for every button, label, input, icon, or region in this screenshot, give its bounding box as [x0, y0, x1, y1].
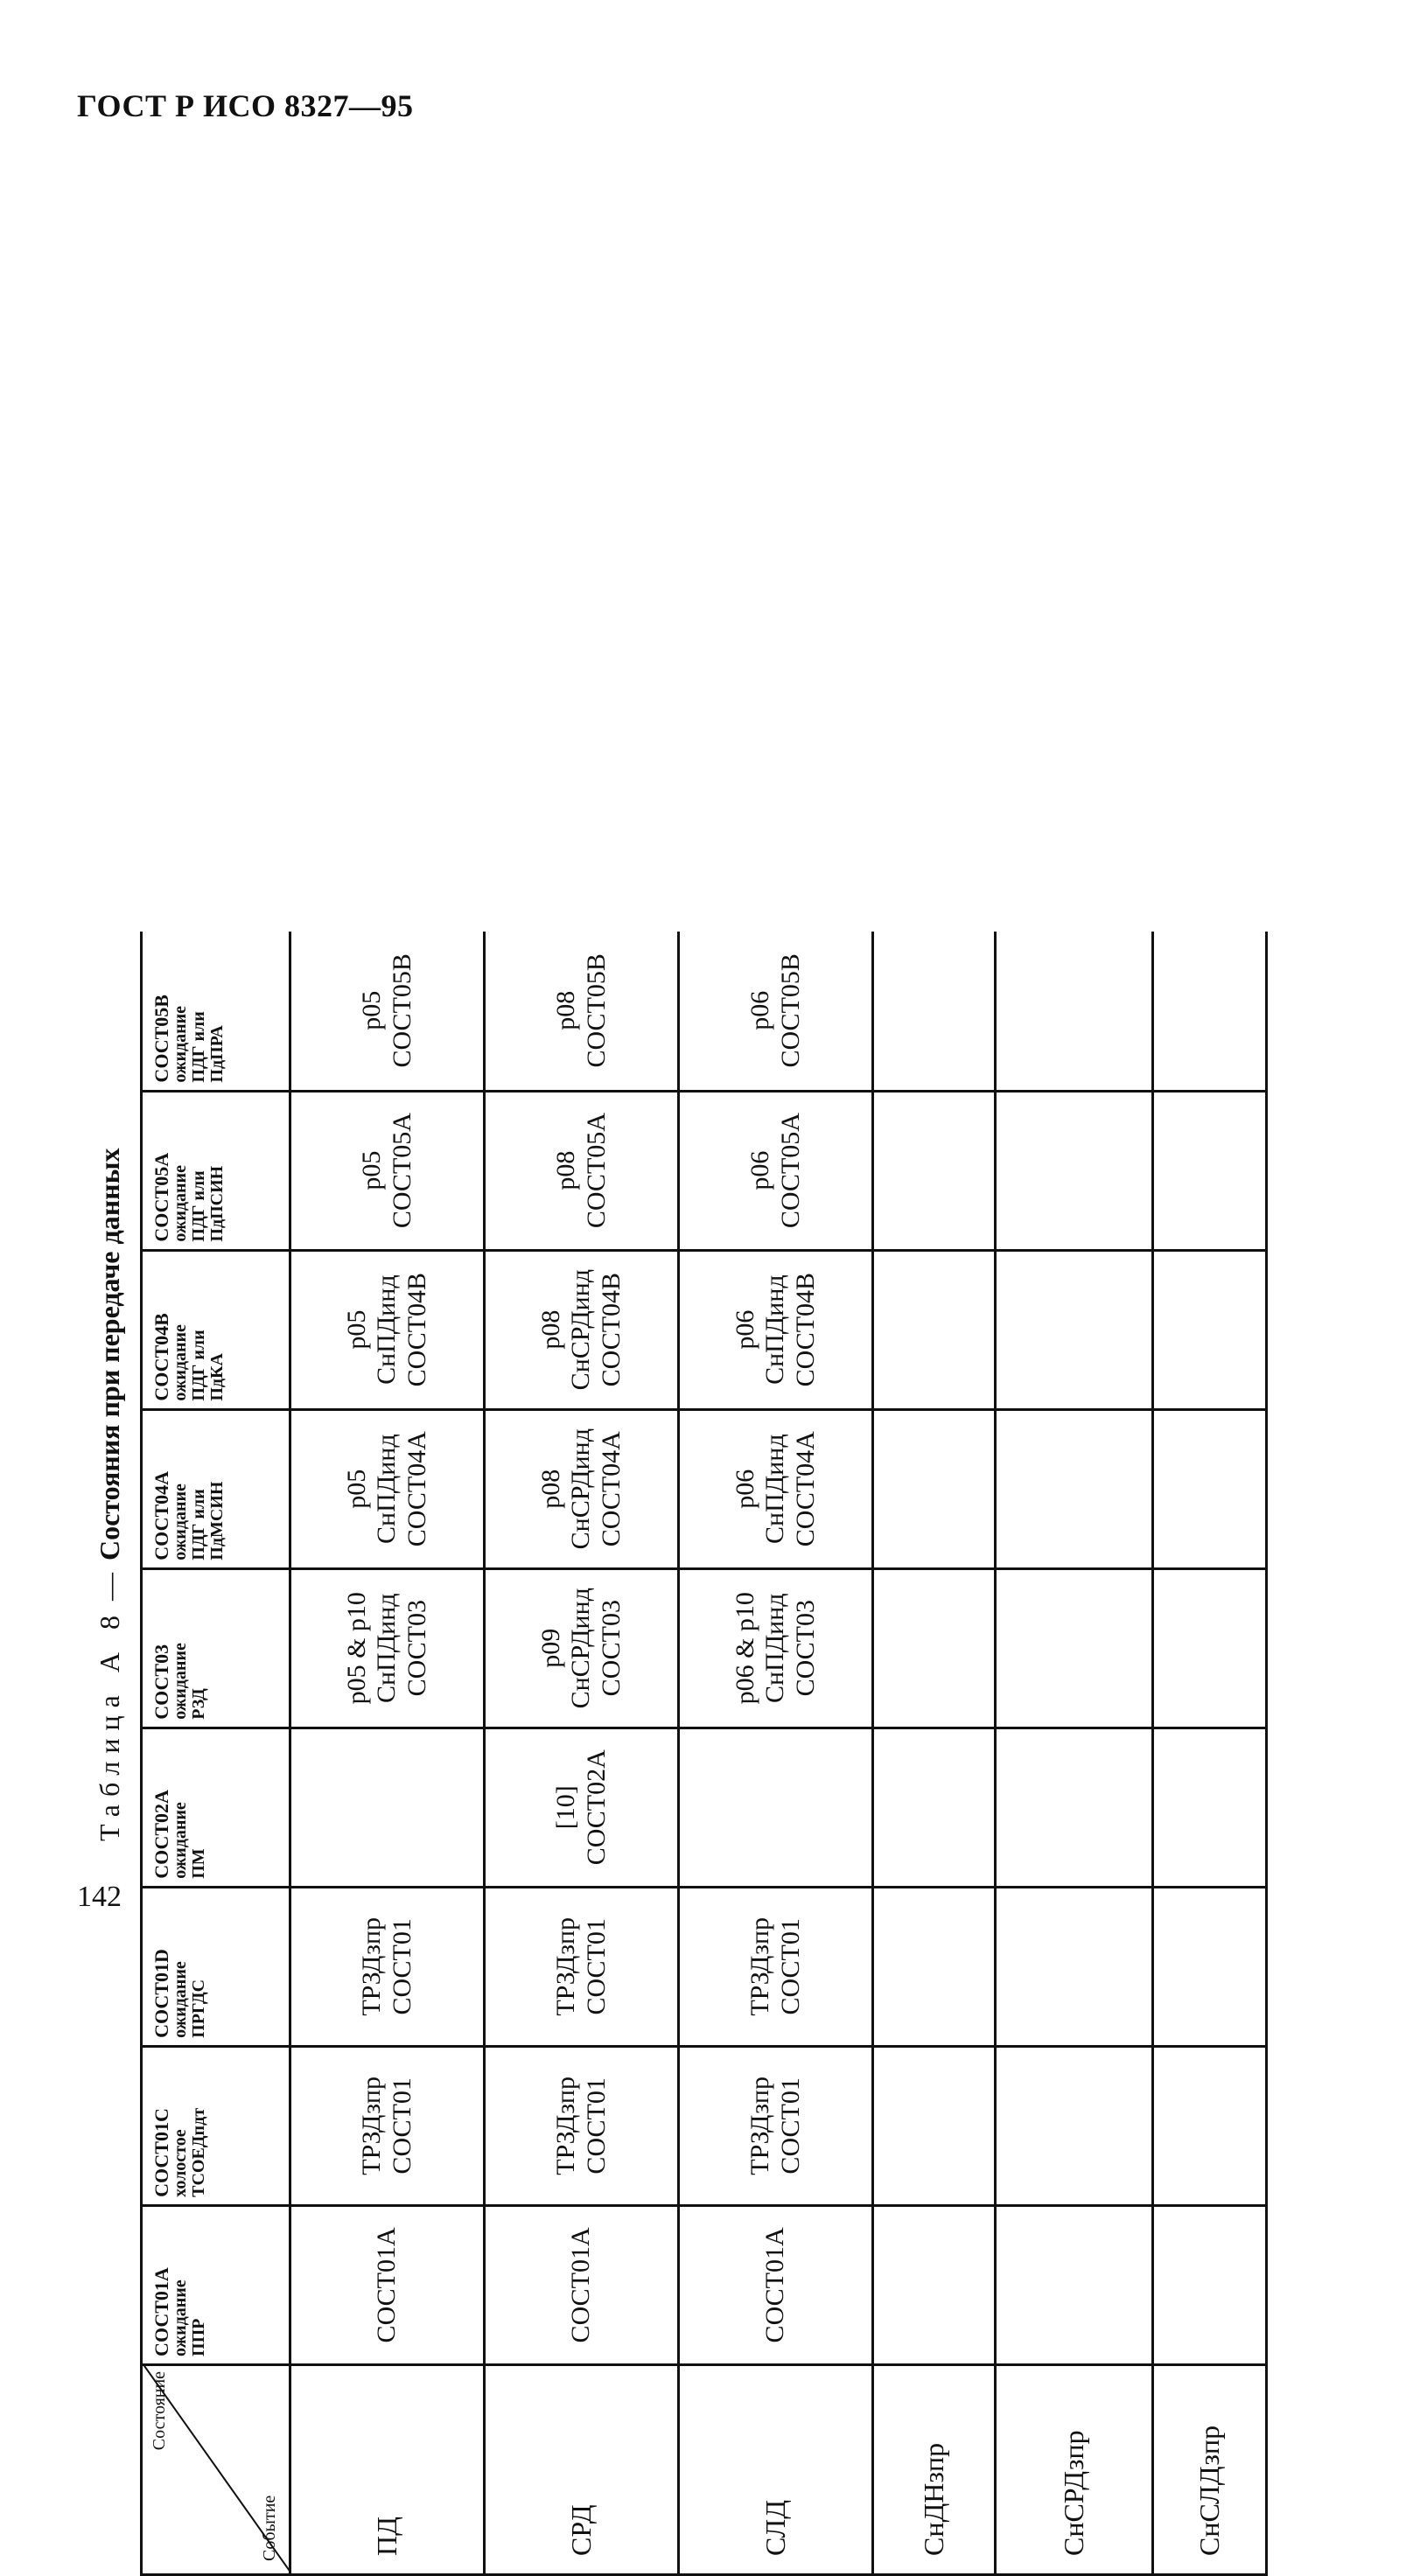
- column-state-description: РЗД: [189, 1688, 209, 1720]
- table-cell: [873, 1250, 996, 1409]
- column-header: [142, 2205, 290, 2364]
- table-header-row: [142, 932, 290, 2575]
- cell-line: p06: [730, 1309, 759, 1350]
- cell-line: СОСТ01А: [760, 2227, 790, 2343]
- table-cell: [485, 932, 679, 1091]
- cell-line: СОСТ05В: [775, 953, 805, 1068]
- table-cell: [485, 1250, 679, 1409]
- table-row: [290, 932, 485, 2575]
- table-row: [1153, 932, 1267, 2575]
- cell-line: СОСТ04В: [596, 1272, 626, 1387]
- table-cell: [290, 1409, 485, 1568]
- column-state-description: ожидание: [171, 1643, 191, 1720]
- table-cell: [679, 1728, 873, 1887]
- cell-line: СнПДинд: [372, 1434, 402, 1544]
- column-state-description: ПДГ или: [189, 1330, 209, 1401]
- table-cell: [1153, 1091, 1267, 1250]
- cell-line: СОСТ01: [581, 2077, 611, 2175]
- table-cell: [290, 1887, 485, 2046]
- table-cell: [1153, 932, 1267, 1091]
- table-cell: [996, 1728, 1153, 1887]
- table-row: [996, 932, 1153, 2575]
- table-caption-title: Состояния при передаче данных: [93, 1148, 125, 1561]
- cell-line: СОСТ03: [596, 1600, 626, 1697]
- corner-event-label: Событие: [260, 2495, 279, 2561]
- column-state-description: ожидание: [171, 1961, 191, 2038]
- cell-line: СОСТ01А: [566, 2227, 596, 2343]
- column-header: [142, 2046, 290, 2205]
- table-cell: [485, 1568, 679, 1728]
- table-row: [873, 932, 996, 2575]
- column-state-description: ПдПРА: [207, 1025, 227, 1083]
- column-state-description: холостое: [171, 2129, 191, 2197]
- cell-line: p08: [551, 990, 580, 1030]
- table-cell: [1153, 1568, 1267, 1728]
- table-cell: [1153, 1250, 1267, 1409]
- cell-line: p06 & p10: [730, 1592, 759, 1705]
- table-cell: [485, 1409, 679, 1568]
- cell-line: СОСТ04А: [790, 1431, 820, 1547]
- table-row: [485, 932, 679, 2575]
- column-state-description: ожидание: [171, 2279, 191, 2356]
- cell-line: p05 & p10: [341, 1592, 371, 1705]
- column-header: [142, 1887, 290, 2046]
- cell-line: ТРЗДзпр: [551, 1916, 580, 2016]
- cell-line: ТРЗДзпр: [357, 2077, 386, 2175]
- cell-line: p06: [730, 1469, 759, 1509]
- column-state-code: СОСТ01С: [150, 2108, 172, 2197]
- cell-line: СОСТ05А: [581, 1113, 611, 1229]
- table-cell: [290, 1568, 485, 1728]
- column-state-description: ППР: [189, 2318, 209, 2356]
- cell-line: p05: [357, 1150, 386, 1190]
- table-cell: [290, 2205, 485, 2364]
- column-state-description: ПДГ или: [189, 1011, 209, 1083]
- table-cell: [290, 1728, 485, 1887]
- column-header: [142, 1409, 290, 1568]
- column-header: [142, 1728, 290, 1887]
- cell-line: СОСТ05А: [387, 1113, 416, 1229]
- table-cell: [873, 1091, 996, 1250]
- table-cell: [996, 2205, 1153, 2364]
- corner-cell: [142, 2364, 290, 2574]
- column-state-code: СОСТ04А: [150, 1470, 172, 1560]
- table-cell: [996, 2046, 1153, 2205]
- table-cell: [996, 1409, 1153, 1568]
- table-cell: [485, 1091, 679, 1250]
- column-state-description: ожидание: [171, 1005, 191, 1083]
- row-event-label: СЛД: [679, 2364, 873, 2574]
- table-cell: [679, 1250, 873, 1409]
- table-cell: [679, 1887, 873, 2046]
- cell-line: СОСТ03: [402, 1600, 431, 1697]
- table-cell: [679, 2046, 873, 2205]
- cell-line: p06: [745, 1150, 774, 1190]
- table-cell: [873, 1568, 996, 1728]
- cell-line: p08: [535, 1309, 565, 1350]
- table-cell: [873, 1887, 996, 2046]
- column-header: [142, 1568, 290, 1728]
- cell-line: СнПДинд: [372, 1274, 402, 1385]
- column-state-description: ожидание: [171, 1324, 191, 1401]
- table-row: [679, 932, 873, 2575]
- table-cell: [679, 932, 873, 1091]
- cell-line: СнСРДинд: [566, 1268, 596, 1391]
- table-caption-label: Таблица А 8: [93, 1608, 125, 1841]
- cell-line: СОСТ04А: [402, 1431, 431, 1547]
- table-cell: [1153, 1409, 1267, 1568]
- cell-line: СОСТ02А: [581, 1749, 611, 1866]
- column-state-code: СОСТ04В: [150, 1313, 172, 1401]
- cell-line: p08: [551, 1150, 580, 1190]
- table-cell: [485, 2046, 679, 2205]
- column-state-code: СОСТ05В: [150, 995, 172, 1083]
- cell-line: СнСРДинд: [566, 1588, 596, 1709]
- table-cell: [996, 1091, 1153, 1250]
- table-cell: [1153, 2205, 1267, 2364]
- cell-line: СОСТ01: [581, 1918, 611, 2015]
- column-state-code: СОСТ03: [150, 1644, 172, 1720]
- cell-line: p05: [341, 1469, 371, 1509]
- column-state-description: ПдПСИН: [207, 1165, 227, 1242]
- column-header: [142, 1091, 290, 1250]
- cell-line: СнПДинд: [372, 1593, 402, 1704]
- cell-line: СОСТ03: [790, 1600, 820, 1697]
- table-cell: [873, 1409, 996, 1568]
- corner-state-label: Состояние: [150, 2370, 169, 2451]
- table-cell: [485, 1728, 679, 1887]
- cell-line: СОСТ01: [387, 1918, 416, 2015]
- table-cell: [290, 932, 485, 1091]
- table-cell: [873, 932, 996, 1091]
- table-cell: [290, 2046, 485, 2205]
- table-cell: [1153, 1728, 1267, 1887]
- table-caption: [83, 512, 136, 1841]
- cell-line: СОСТ04В: [402, 1272, 431, 1387]
- column-state-description: ПДГ или: [189, 1489, 209, 1560]
- row-event-label: СнСЛДзпр: [1153, 2364, 1267, 2574]
- column-state-description: ТСОЕДпдт: [189, 2107, 209, 2197]
- cell-line: СОСТ05В: [581, 953, 611, 1068]
- column-state-code: СОСТ05А: [150, 1152, 172, 1242]
- column-state-description: ПДГ или: [189, 1170, 209, 1242]
- column-state-description: ожидание: [171, 1483, 191, 1560]
- table-cell: [873, 2205, 996, 2364]
- cell-line: СнПДинд: [760, 1434, 790, 1544]
- table-cell: [290, 1091, 485, 1250]
- column-state-code: СОСТ02А: [150, 1790, 172, 1879]
- table-cell: [996, 932, 1153, 1091]
- cell-line: [10]: [551, 1785, 580, 1830]
- cell-line: СОСТ05А: [775, 1113, 805, 1229]
- column-state-description: ПМ: [189, 1848, 209, 1879]
- table-cell: [1153, 2046, 1267, 2205]
- column-header: [142, 1250, 290, 1409]
- table-cell: [873, 2046, 996, 2205]
- cell-line: p09: [535, 1628, 565, 1668]
- table-cell: [679, 1409, 873, 1568]
- state-table: [140, 932, 1268, 2576]
- table-cell: [679, 2205, 873, 2364]
- cell-line: p06: [745, 990, 774, 1030]
- cell-line: СнПДинд: [760, 1274, 790, 1385]
- column-header: [142, 932, 290, 1091]
- table-cell: [679, 1091, 873, 1250]
- table-cell: [290, 1250, 485, 1409]
- page-number: 142: [77, 1881, 122, 1913]
- document-header: ГОСТ Р ИСО 8327—95: [77, 88, 414, 123]
- table-cell: [873, 1728, 996, 1887]
- row-event-label: СнДНзпр: [873, 2364, 996, 2574]
- cell-line: СОСТ04А: [596, 1431, 626, 1547]
- table-cell: [485, 1887, 679, 2046]
- cell-line: СОСТ04В: [790, 1272, 820, 1387]
- table-cell: [485, 2205, 679, 2364]
- cell-line: ТРЗДзпр: [357, 1916, 386, 2016]
- cell-line: СОСТ05В: [387, 953, 416, 1068]
- column-state-description: ожидание: [171, 1802, 191, 1879]
- column-state-description: ПдМСИН: [207, 1481, 227, 1560]
- cell-line: ТРЗДзпр: [745, 2077, 774, 2175]
- table-cell: [996, 1568, 1153, 1728]
- table-cell: [996, 1887, 1153, 2046]
- cell-line: p05: [341, 1309, 371, 1350]
- cell-line: СОСТ01: [775, 2077, 805, 2175]
- cell-line: СОСТ01: [387, 2077, 416, 2175]
- column-state-code: СОСТ01А: [150, 2267, 172, 2356]
- table-cell: [1153, 1887, 1267, 2046]
- column-state-code: СОСТ01D: [150, 1949, 172, 2038]
- cell-line: СОСТ01А: [372, 2227, 402, 2343]
- cell-line: СОСТ01: [775, 1918, 805, 2015]
- table-caption-dash: —: [93, 1566, 125, 1609]
- row-event-label: СнСРДзпр: [996, 2364, 1153, 2574]
- cell-line: p05: [357, 990, 386, 1030]
- column-state-description: ПдКА: [207, 1353, 227, 1401]
- cell-line: СнПДинд: [760, 1593, 790, 1704]
- cell-line: СнСРДинд: [566, 1428, 596, 1550]
- column-state-description: ожидание: [171, 1165, 191, 1242]
- cell-line: p08: [535, 1469, 565, 1509]
- row-event-label: ПД: [290, 2364, 485, 2574]
- column-state-description: ПРГДС: [189, 1979, 209, 2038]
- table-cell: [996, 1250, 1153, 1409]
- row-event-label: СРД: [485, 2364, 679, 2574]
- cell-line: ТРЗДзпр: [745, 1916, 774, 2016]
- cell-line: ТРЗДзпр: [551, 2077, 580, 2175]
- table-cell: [679, 1568, 873, 1728]
